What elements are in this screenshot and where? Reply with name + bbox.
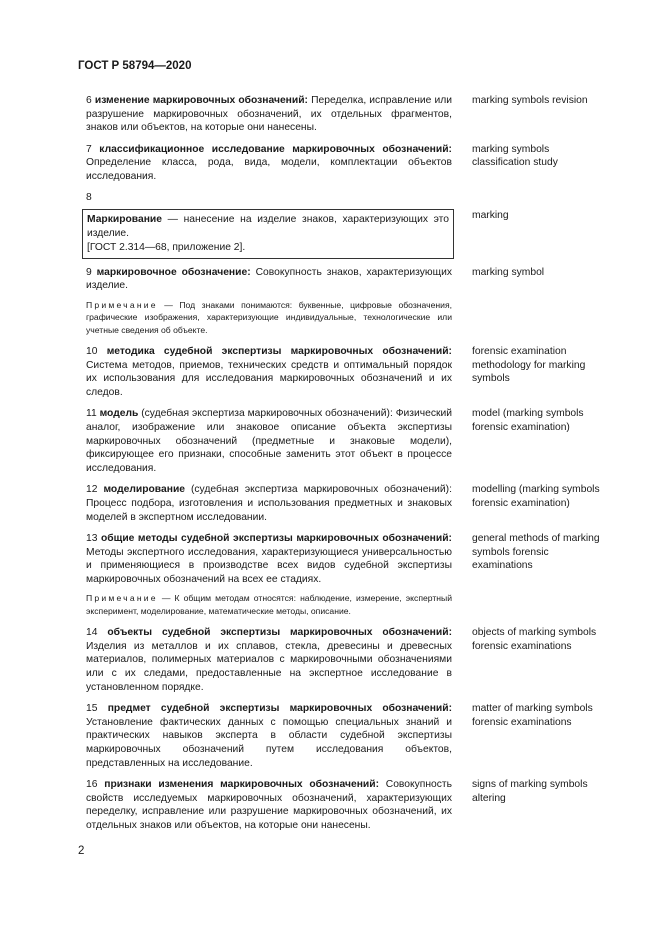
term-english: marking symbols classification study	[472, 143, 558, 169]
term-name: методика судебной экспертизы маркировочных обозначений:	[106, 345, 452, 357]
term-entry-14	[86, 626, 608, 694]
term-english: forensic examination methodology for marking symbols	[472, 345, 586, 385]
terms-list	[86, 94, 608, 841]
term-definition: Система методов, приемов, технических средств и оптимальный порядок их использования для исследования маркировочных обозначений и их следов.	[86, 359, 452, 398]
term-english: marking symbols revision	[472, 95, 588, 106]
term-name: модель	[99, 408, 139, 420]
term-name: классификационное исследование маркировочных обозначений:	[99, 143, 452, 155]
term-english: signs of marking symbols altering	[472, 779, 588, 804]
term-name: изменение маркировочных обозначений:	[94, 95, 308, 106]
note-2	[86, 592, 452, 617]
term-number: 10	[86, 345, 98, 357]
term-english: marking	[472, 209, 509, 221]
term-english: general methods of marking symbols forensic examinations	[472, 533, 600, 572]
page-number: 2	[78, 845, 85, 857]
term-entry-11	[86, 407, 608, 475]
term-entry-6	[86, 94, 608, 135]
term-name: моделирование	[103, 484, 185, 496]
term-entry-13	[86, 532, 608, 586]
document-header: ГОСТ Р 58794—2020	[78, 60, 192, 72]
term-entry-15	[86, 702, 608, 770]
term-name: Маркирование	[87, 213, 162, 225]
term-entry-12	[86, 483, 608, 524]
term-definition: Совокупность свойств исследуемых маркировочных обозначений, характеризующих переделку, исправление или разрушение маркировочных обозначений, их отдельных знаков или объектов, на которые они нанесены.	[86, 779, 452, 831]
term-name: объекты судебной экспертизы маркировочных обозначений:	[107, 627, 452, 639]
term-definition: — нанесение на изделие знаков, характеризующих это изделие.	[87, 213, 449, 239]
term-definition: Переделка, исправление или разрушение маркировочных обозначений, их отдельных фрагментов, знаков или объектов, на которые они нанесены.	[86, 95, 452, 134]
term-english: matter of marking symbols forensic examinations	[472, 703, 593, 728]
note-label: Примечание	[86, 593, 158, 604]
standard-term-box	[82, 209, 454, 259]
term-definition: Методы экспертного исследования, характеризующиеся универсальностью и применяющиеся в производстве всех видов судебной экспертизы маркировочных обозначений на всех ее стадиях.	[86, 546, 452, 585]
term-english: modelling (marking symbols forensic examination)	[472, 484, 600, 509]
term-number: 14	[86, 627, 98, 639]
term-definition: Изделия из металлов и их сплавов, стекла, древесины и древесных материалов, полимерных материалов с маркировочными обозначениями или с их следами, предоставленные на экспертное исследование в установленном порядке.	[86, 640, 452, 693]
term-name: маркировочное обозначение:	[96, 266, 251, 278]
standard-reference: [ГОСТ 2.314—68, приложение 2].	[87, 241, 246, 253]
term-number: 16	[86, 779, 98, 791]
term-number: 6	[86, 95, 92, 106]
term-entry-16	[86, 778, 608, 832]
term-english: model (marking symbols forensic examination)	[472, 408, 584, 433]
term-definition: Совокупность знаков, характеризующих изделие.	[86, 266, 452, 292]
note-text: — Под знаками понимаются: буквенные, цифровые обозначения, графические изображения, характеризующие индивидуальные, технологические или учетные сведения об объекте.	[86, 299, 452, 335]
term-definition: Определение класса, рода, вида, модели, комплектации объектов исследования.	[86, 157, 452, 182]
term-name: предмет судебной экспертизы маркировочных обозначений:	[107, 703, 452, 715]
term-number: 13	[86, 533, 98, 545]
term-entry-7	[86, 143, 608, 184]
note-1	[86, 299, 452, 336]
note-text: — К общим методам относятся: наблюдение, измерение, экспертный эксперимент, моделирование, математические методы, описание.	[86, 593, 452, 616]
term-entry-9	[86, 266, 608, 293]
term-entry-8	[86, 209, 608, 259]
term-definition: Установление фактических данных с помощью специальных знаний и практических навыков эксперта в области судебной экспертизы маркировочных обозначений путем исследования объектов, представленных на исследование.	[86, 716, 452, 769]
term-number: 12	[86, 484, 98, 496]
term-english: marking symbol	[472, 266, 545, 278]
term-definition: (судебная экспертиза маркировочных обозначений): Физический аналог, изображение или знаковое описание объекта экспертизы маркировочных обозначений (предметные и знаковые модели), фиксирующее его признаки, способные заменить этот объект в процессе исследования.	[86, 408, 453, 474]
term-number: 11	[86, 408, 97, 420]
term-number: 8	[86, 191, 92, 203]
term-english: objects of marking symbols forensic examinations	[472, 627, 597, 652]
term-name: общие методы судебной экспертизы маркировочных обозначений:	[100, 533, 452, 545]
term-number: 15	[86, 703, 98, 715]
term-number: 7	[86, 143, 92, 155]
term-definition: (судебная экспертиза маркировочных обозначений): Процесс подбора, изготовления и использования предметных и знаковых моделей в экспертном исследовании.	[86, 484, 452, 523]
term-number: 9	[86, 266, 92, 278]
term-name: признаки изменения маркировочных обозначений:	[104, 779, 380, 791]
term-entry-10	[86, 345, 608, 399]
note-label: Примечание	[86, 299, 158, 310]
